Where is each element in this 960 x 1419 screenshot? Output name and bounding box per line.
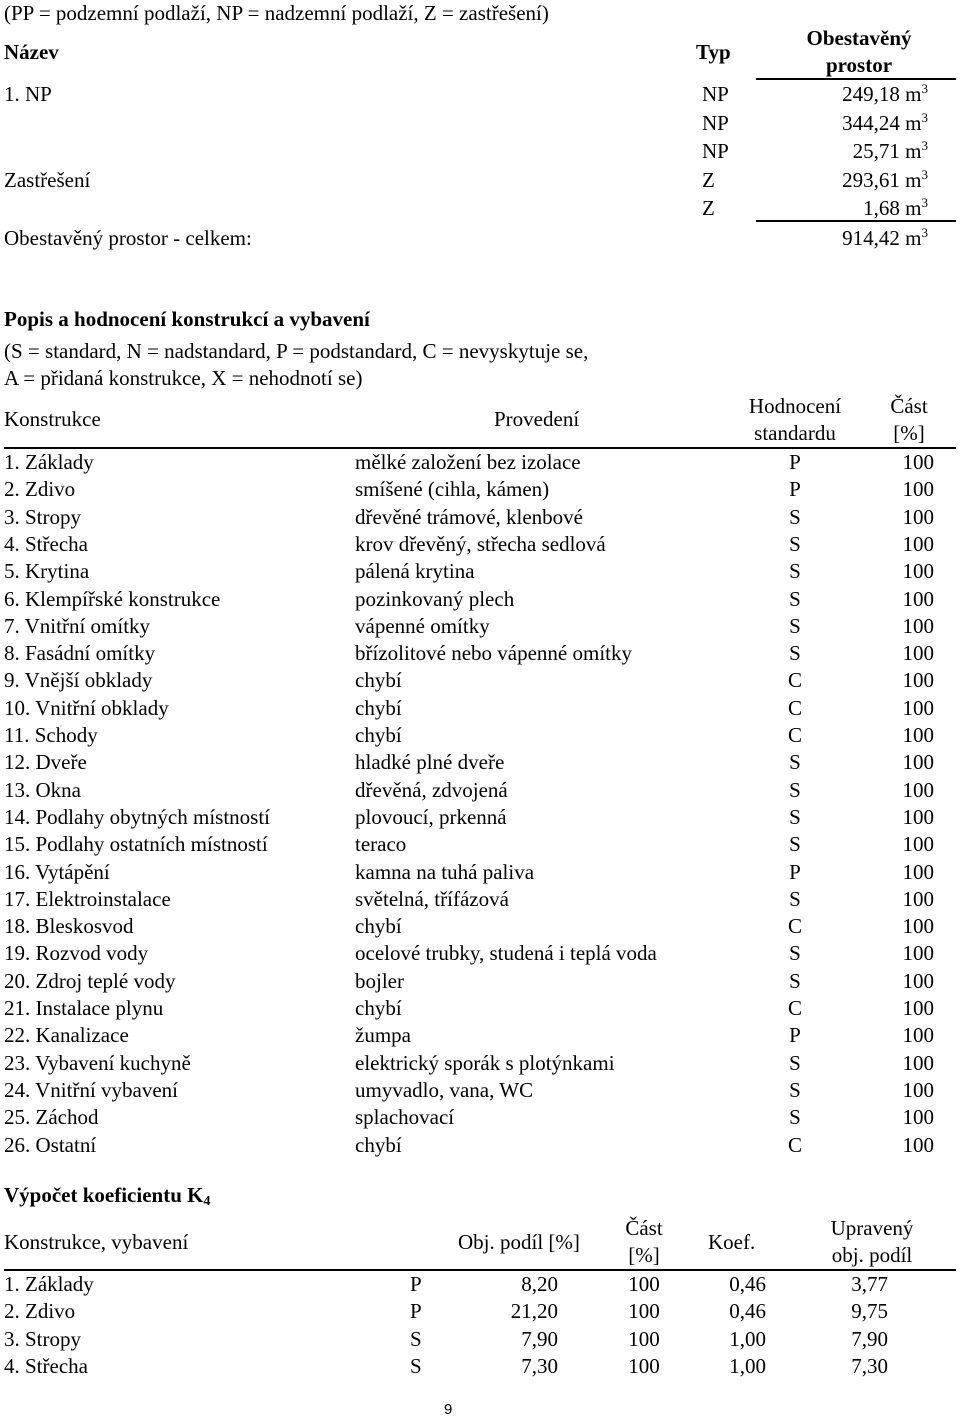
construction-row-execution: kamna na tuhá paliva <box>355 859 535 884</box>
construction-row-name: 24. Vnitřní vybavení <box>4 1077 179 1102</box>
construction-row-rating: C <box>787 996 802 1020</box>
construction-row-share: 100 <box>902 750 934 775</box>
construction-row-name: 20. Zdroj teplé vody <box>4 968 176 993</box>
construction-row-execution: plovoucí, prkenná <box>355 804 507 829</box>
coefficient-header-rule <box>4 1269 956 1271</box>
construction-row-share: 100 <box>902 450 934 474</box>
construction-row-name: 2. Zdivo <box>4 477 76 502</box>
construction-row-share: 100 <box>902 832 934 857</box>
construction-row-execution: světelná, třífázová <box>355 886 509 911</box>
construction-row-share: 100 <box>902 695 934 720</box>
construction-row-name: 5. Krytina <box>4 559 90 584</box>
volume-header-volume-line2: prostor <box>825 53 893 77</box>
construction-row-rating: S <box>789 559 801 584</box>
coefficient-row-name: 4. Střecha <box>4 1353 88 1378</box>
construction-row-name: 18. Bleskosvod <box>4 914 134 939</box>
construction-row-rating: P <box>789 859 801 884</box>
coefficient-header-part-line1: Část <box>625 1216 663 1240</box>
construction-row-share: 100 <box>902 996 934 1020</box>
construction-row-share: 100 <box>902 559 934 584</box>
volume-header-rule <box>756 78 956 80</box>
legend-levels: (PP = podzemní podlaží, NP = nadzemní podlaží, Z = zastřešení) <box>4 1 549 25</box>
construction-row-share: 100 <box>902 613 934 638</box>
construction-row-rating: S <box>789 531 801 556</box>
construction-row-rating: S <box>789 886 801 911</box>
coefficient-row-obj-share: 7,30 <box>521 1353 558 1378</box>
coefficient-row-adjusted: 7,90 <box>851 1326 888 1351</box>
construction-row-share: 100 <box>902 968 934 993</box>
construction-header-share-line2: [%] <box>893 421 925 445</box>
coefficient-header-obj-share: Obj. podíl [%] <box>458 1230 580 1254</box>
construction-row-rating: P <box>789 477 801 502</box>
construction-row-name: 10. Vnitřní obklady <box>4 695 169 720</box>
construction-row-rating: C <box>787 668 802 693</box>
construction-row-share: 100 <box>902 1050 934 1075</box>
construction-row-execution: krov dřevěný, střecha sedlová <box>355 531 606 556</box>
construction-row-rating: S <box>789 750 801 775</box>
construction-row-execution: dřevěné trámové, klenbové <box>355 504 583 529</box>
construction-row-execution: chybí <box>355 914 402 939</box>
construction-row-name: 26. Ostatní <box>4 1132 97 1157</box>
construction-row-name: 1. Základy <box>4 450 94 474</box>
construction-row-share: 100 <box>902 886 934 911</box>
coefficient-row-obj-share: 7,90 <box>521 1326 558 1351</box>
coefficient-row-name: 1. Základy <box>4 1272 94 1296</box>
construction-row-share: 100 <box>902 504 934 529</box>
construction-row-name: 16. Vytápění <box>4 859 110 884</box>
construction-row-execution: hladké plné dveře <box>355 750 505 775</box>
construction-header-execution: Provedení <box>494 407 580 431</box>
coefficient-row-adjusted: 9,75 <box>851 1299 888 1324</box>
construction-row-execution: chybí <box>355 996 402 1020</box>
construction-header-rule <box>4 447 956 449</box>
volume-row-value: 25,71 $m^3$ <box>852 138 928 163</box>
coefficient-row-rating: P <box>410 1299 422 1324</box>
construction-row-share: 100 <box>902 641 934 666</box>
construction-row-rating: C <box>787 695 802 720</box>
construction-row-execution: splachovací <box>355 1105 455 1130</box>
coefficient-header-part-line2: [%] <box>628 1243 660 1267</box>
coefficient-row-rating: S <box>410 1326 422 1351</box>
construction-row-execution: žumpa <box>355 1023 411 1048</box>
construction-header-construction: Konstrukce <box>4 407 101 431</box>
construction-row-execution: teraco <box>355 832 407 857</box>
construction-row-share: 100 <box>902 723 934 747</box>
volume-row-value: 344,24 $m^3$ <box>842 109 928 135</box>
coefficient-row-name: 2. Zdivo <box>4 1299 76 1324</box>
construction-row-rating: S <box>789 804 801 829</box>
construction-row-name: 25. Záchod <box>4 1105 99 1130</box>
construction-header-rating-line2: standardu <box>754 421 836 445</box>
construction-row-execution: chybí <box>355 668 402 693</box>
coefficient-row-name: 3. Stropy <box>4 1326 82 1351</box>
coefficient-row-part: 100 <box>628 1326 660 1351</box>
construction-row-share: 100 <box>902 804 934 829</box>
construction-row-share: 100 <box>902 777 934 802</box>
construction-row-share: 100 <box>902 477 934 502</box>
page-number: 9 <box>444 1401 453 1418</box>
construction-row-name: 17. Elektroinstalace <box>4 886 171 911</box>
construction-row-share: 100 <box>902 1132 934 1157</box>
construction-row-name: 9. Vnější obklady <box>4 668 153 693</box>
construction-row-share: 100 <box>902 1023 934 1048</box>
construction-row-rating: S <box>789 1050 801 1075</box>
coefficient-header-adjusted-line1: Upravený <box>830 1216 914 1240</box>
coefficient-row-coef: 0,46 <box>729 1272 766 1296</box>
coefficient-row-coef: 0,46 <box>729 1299 766 1324</box>
volume-row-name: 1. NP <box>4 82 52 106</box>
coefficient-row-part: 100 <box>628 1299 660 1324</box>
construction-row-execution: chybí <box>355 695 402 720</box>
coefficient-row-coef: 1,00 <box>729 1353 766 1378</box>
construction-row-rating: S <box>789 1105 801 1130</box>
construction-row-execution: dřevěná, zdvojená <box>355 777 508 802</box>
construction-row-execution: umyvadlo, vana, WC <box>355 1077 534 1102</box>
construction-row-execution: pálená krytina <box>355 559 475 584</box>
construction-row-execution: smíšené (cihla, kámen) <box>355 477 550 502</box>
construction-row-share: 100 <box>902 1077 934 1102</box>
construction-row-name: 21. Instalace plynu <box>4 996 164 1020</box>
volume-total-rule <box>756 220 956 222</box>
construction-row-name: 4. Střecha <box>4 531 88 556</box>
construction-row-execution: chybí <box>355 723 402 747</box>
construction-row-execution: pozinkovaný plech <box>355 586 515 611</box>
construction-row-share: 100 <box>902 586 934 611</box>
coefficient-header-coef: Koef. <box>708 1230 756 1254</box>
volume-row-value: 293,61 $m^3$ <box>842 166 928 192</box>
coefficient-row-rating: S <box>410 1353 422 1378</box>
construction-row-name: 6. Klempířské konstrukce <box>4 586 221 611</box>
volume-row-type: NP <box>702 82 729 106</box>
construction-row-rating: S <box>789 941 801 966</box>
construction-row-execution: břízolitové nebo vápenné omítky <box>355 641 633 666</box>
construction-title: Popis a hodnocení konstrukcí a vybavení <box>4 307 370 331</box>
construction-row-name: 15. Podlahy ostatních místností <box>4 832 268 857</box>
construction-row-name: 22. Kanalizace <box>4 1023 129 1048</box>
volume-total-label: Obestavěný prostor - celkem: <box>4 226 252 250</box>
construction-row-rating: S <box>789 586 801 611</box>
construction-row-name: 13. Okna <box>4 777 81 802</box>
construction-row-name: 23. Vybavení kuchyně <box>4 1050 191 1075</box>
construction-row-rating: P <box>789 450 801 474</box>
construction-row-rating: S <box>789 968 801 993</box>
coefficient-row-adjusted: 3,77 <box>851 1272 888 1296</box>
volume-row-value: 1,68 $m^3$ <box>863 195 928 220</box>
coefficient-title: Výpočet koeficientu $K_4$ <box>4 1183 211 1209</box>
construction-row-name: 7. Vnitřní omítky <box>4 613 151 638</box>
construction-row-execution: mělké založení bez izolace <box>355 450 581 474</box>
construction-row-rating: S <box>789 777 801 802</box>
construction-row-execution: ocelové trubky, studená i teplá voda <box>355 941 657 966</box>
construction-row-rating: S <box>789 832 801 857</box>
construction-row-rating: S <box>789 613 801 638</box>
construction-row-rating: C <box>787 914 802 939</box>
construction-row-rating: S <box>789 504 801 529</box>
construction-row-execution: elektrický sporák s plotýnkami <box>355 1050 615 1075</box>
volume-row-name: Zastřešení <box>4 167 91 192</box>
volume-header-type: Typ <box>696 40 731 64</box>
volume-row-type: NP <box>702 139 729 163</box>
construction-row-rating: C <box>787 723 802 747</box>
construction-legend-line2: A = přidaná konstrukce, X = nehodnotí se) <box>4 366 363 390</box>
volume-total-value: 914,42 $m^3$ <box>842 225 928 250</box>
volume-row-type: Z <box>702 167 715 192</box>
construction-header-rating-line1: Hodnocení <box>748 394 842 418</box>
coefficient-row-coef: 1,00 <box>729 1326 766 1351</box>
construction-row-rating: S <box>789 641 801 666</box>
volume-row-type: Z <box>702 196 715 220</box>
construction-row-share: 100 <box>902 668 934 693</box>
volume-row-value: 249,18 $m^3$ <box>842 81 928 106</box>
construction-row-name: 3. Stropy <box>4 504 82 529</box>
coefficient-row-obj-share: 21,20 <box>510 1299 558 1324</box>
construction-row-name: 14. Podlahy obytných místností <box>4 804 271 829</box>
construction-row-name: 8. Fasádní omítky <box>4 641 156 666</box>
coefficient-header-adjusted-line2: obj. podíl <box>831 1243 913 1267</box>
coefficient-row-part: 100 <box>628 1272 660 1296</box>
construction-row-execution: vápenné omítky <box>355 613 490 638</box>
construction-row-share: 100 <box>902 1105 934 1130</box>
construction-row-name: 12. Dveře <box>4 750 87 775</box>
volume-header-name: Název <box>4 40 59 64</box>
coefficient-row-rating: P <box>410 1272 422 1296</box>
construction-legend-line1: (S = standard, N = nadstandard, P = podstandard, C = nevyskytuje se, <box>4 339 589 363</box>
construction-row-rating: P <box>789 1023 801 1048</box>
construction-row-execution: bojler <box>355 968 404 993</box>
construction-row-rating: S <box>789 1077 801 1102</box>
volume-row-type: NP <box>702 110 729 135</box>
coefficient-row-part: 100 <box>628 1353 660 1378</box>
construction-row-share: 100 <box>902 531 934 556</box>
construction-row-name: 11. Schody <box>4 723 98 747</box>
construction-row-name: 19. Rozvod vody <box>4 941 149 966</box>
construction-row-share: 100 <box>902 859 934 884</box>
construction-row-share: 100 <box>902 914 934 939</box>
construction-row-execution: chybí <box>355 1132 402 1157</box>
coefficient-row-adjusted: 7,30 <box>851 1353 888 1378</box>
construction-header-share-line1: Část <box>890 394 928 418</box>
volume-header-volume-line1: Obestavěný <box>806 26 912 50</box>
construction-row-rating: C <box>787 1132 802 1157</box>
construction-row-share: 100 <box>902 941 934 966</box>
coefficient-row-obj-share: 8,20 <box>521 1272 558 1296</box>
coefficient-header-construction: Konstrukce, vybavení <box>4 1230 189 1254</box>
